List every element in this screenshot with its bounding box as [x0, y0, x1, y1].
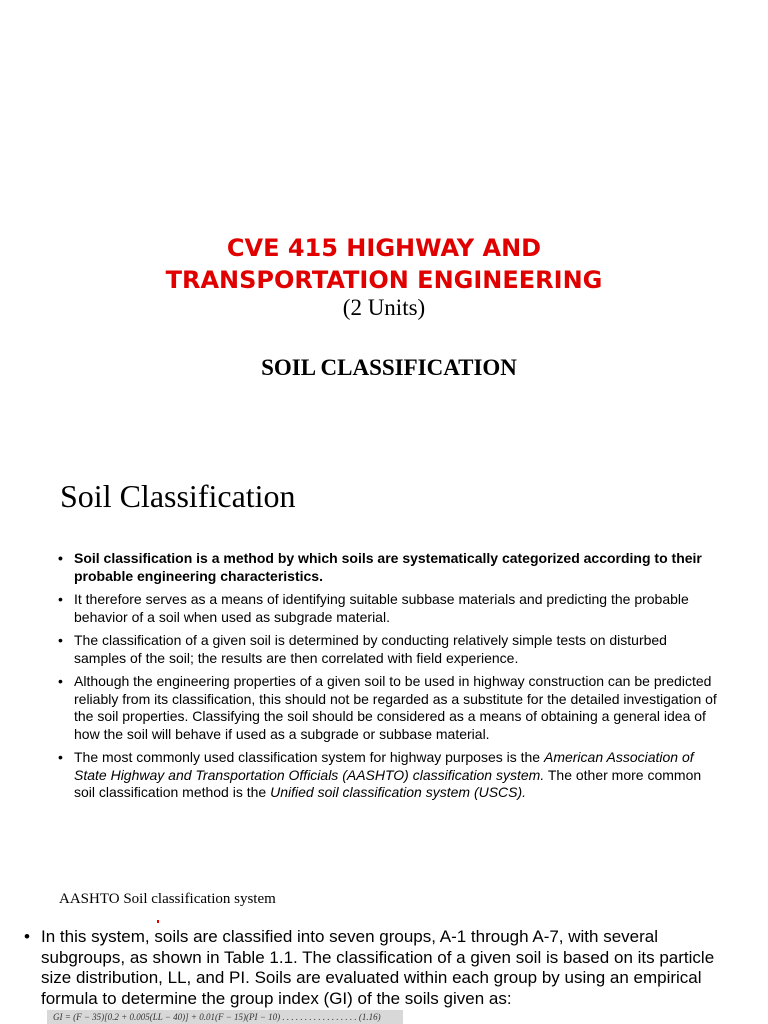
aashto-bullet-item — [24, 927, 744, 1009]
bullet-icon: • — [58, 550, 63, 566]
bullet-text-a: The most commonly used classification system for highway purposes is the — [74, 749, 544, 765]
course-units: (2 Units) — [342, 295, 426, 320]
group-index-formula: GI = (F − 35)[0.2 + 0.005(LL − 40)] + 0.01(F − 15)(PI − 10) . . . . . . . . . . . . . . . . . (1.16) — [47, 1010, 403, 1024]
bullet-item-definition — [58, 550, 718, 585]
bullet-text-uscs: Unified soil classification system (USCS). — [270, 784, 527, 800]
bullet-item-purpose — [58, 591, 718, 626]
aashto-heading: AASHTO Soil classification system — [59, 891, 276, 907]
bullet-icon: • — [58, 591, 63, 607]
bullet-icon: • — [24, 927, 30, 946]
course-subtitle: SOIL CLASSIFICATION — [261, 355, 517, 380]
course-title-line1: CVE 415 HIGHWAY AND — [226, 234, 542, 262]
bullet-item-determination — [58, 632, 718, 667]
bullet-item-properties — [58, 673, 718, 743]
bullet-text: The classification of a given soil is determined by conducting relatively simple tests on disturbed samples of the soil; the results are then correlated with field experience. — [74, 632, 667, 666]
red-mark-decoration — [157, 920, 159, 923]
bullet-list — [58, 550, 718, 808]
section-title: Soil Classification — [60, 478, 296, 514]
aashto-bullet-text: In this system, soils are classified into seven groups, A-1 through A-7, with several subgroups, as shown in Table 1.1. The classification of a given soil is based on its particle size distribution, LL, and PI. Soils are evaluated within each group by using an empirical formula to determine the group index (GI) of the soils given as: — [41, 927, 715, 1008]
bullet-text-aashto: American Association of State Highway and Transportation Officials (AASHTO) classification system. — [74, 749, 694, 783]
bullet-text: Although the engineering properties of a given soil to be used in highway construction can be predicted reliably from its classification, this should not be regarded as a substitute for the detailed investigation of the soil properties. Classifying the soil should be considered as a means of obtaining a general idea of how the soil will behave if used as a subgrade or subbase material. — [74, 673, 717, 742]
bullet-text: Soil classification is a method by which soils are systematically categorized according to their probable engineering characteristics. — [74, 550, 702, 584]
course-title-line2: TRANSPORTATION ENGINEERING — [165, 266, 603, 294]
bullet-text: It therefore serves as a means of identifying suitable subbase materials and predicting the probable behavior of a soil when used as subgrade material. — [74, 591, 689, 625]
course-title — [0, 232, 768, 296]
bullet-icon: • — [58, 673, 63, 689]
bullet-text-c: The other more common soil classification method is the — [74, 766, 702, 800]
bullet-icon: • — [58, 632, 63, 648]
bullet-icon: • — [58, 749, 63, 765]
bullet-item-systems — [58, 749, 718, 802]
